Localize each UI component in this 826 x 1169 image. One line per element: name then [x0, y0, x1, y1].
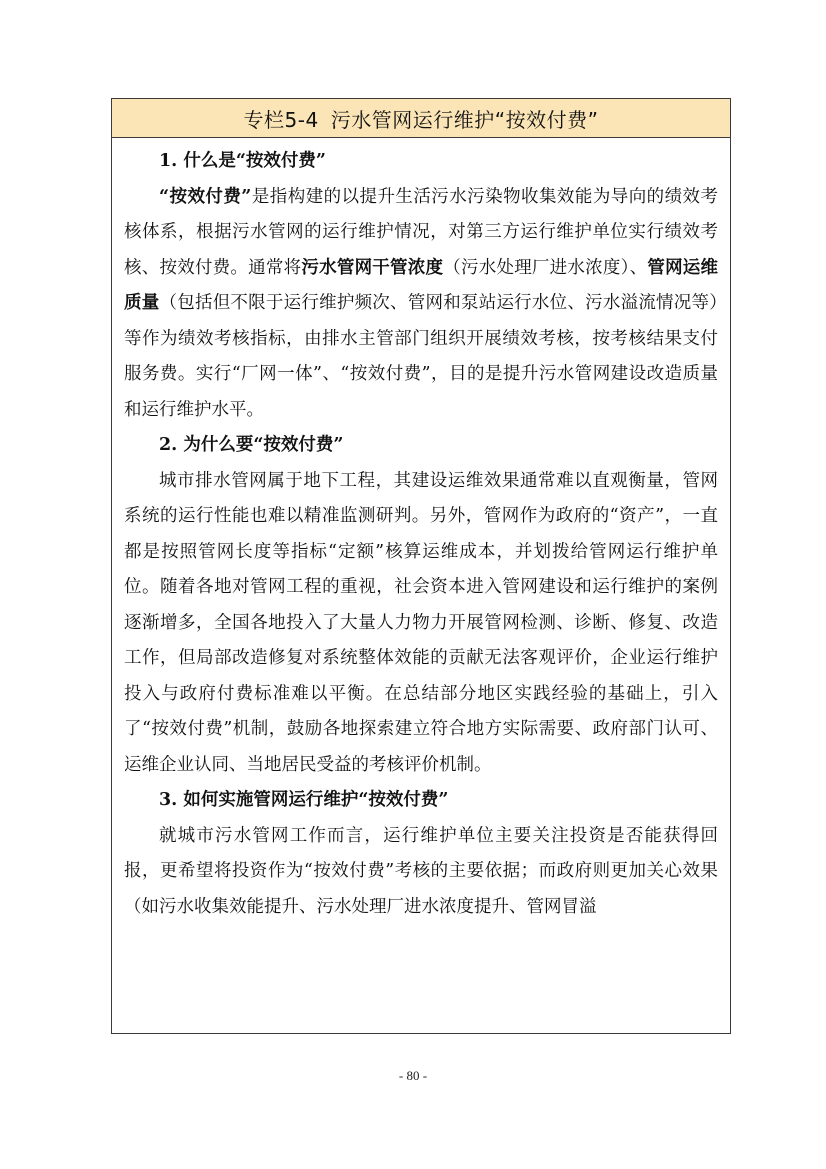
bold-term-main-pipe-concentration: 污水管网干管浓度	[301, 257, 444, 278]
section-heading-1: 1. 什么是“按效付费”	[159, 151, 326, 171]
section-paragraph-1	[124, 180, 718, 429]
text-run: 是指构建的以提升生活污水污染物收集效能为导向的绩效考核体系，根据污水管网的运行维护情况，对第三方运行维护单位实行绩效考核、按效付费。通常将	[124, 186, 718, 278]
box-header	[112, 99, 730, 138]
feature-box	[111, 98, 731, 1034]
section-heading-2: 2. 为什么要“按效付费”	[159, 435, 344, 455]
section-paragraph-2: 城市排水管网属于地下工程，其建设运维效果通常难以直观衡量，管网系统的运行性能也难以精准监测研判。另外，管网作为政府的“资产”，一直都是按照管网长度等指标“定额”核算运维成本，并划拨给管网运行维护单位。随着各地对管网工程的重视，社会资本进入管网建设和运行维护的案例逐渐增多，全国各地投入了大量人力物力开展管网检测、诊断、修复、改造工作，但局部改造修复对系统整体效能的贡献无法客观评价，企业运行维护投入与政府付费标准难以平衡。在总结部分地区实践经验的基础上，引入了“按效付费”机制，鼓励各地探索建立符合地方实际需要、政府部门认可、运维企业认同、当地居民受益的考核评价机制。	[124, 470, 718, 775]
page-number: - 80 -	[398, 1068, 428, 1083]
box-number: 专栏5-4	[243, 107, 319, 132]
box-title: 污水管网运行维护“按效付费”	[330, 107, 599, 132]
bold-term-network-om-quality: 管网运维质量	[124, 257, 719, 313]
section-heading-3: 3. 如何实施管网运行维护“按效付费”	[159, 790, 449, 810]
box-body	[112, 138, 730, 925]
section-paragraph-3: 就城市污水管网工作而言，运行维护单位主要关注投资是否能获得回报，更希望将投资作为“按效付费”考核的主要依据；而政府则更加关心效果（如污水收集效能提升、污水处理厂进水浓度提升、管网冒溢	[124, 825, 718, 917]
text-run: （污水处理厂进水浓度）、	[443, 257, 648, 278]
text-run: （包括但不限于运行维护频次、管网和泵站运行水位、污水溢流情况等）等作为绩效考核指标，由排水主管部门组织开展绩效考核，按考核结果支付服务费。实行“厂网一体”、“按效付费”，目的是提升污水管网建设改造质量和运行维护水平。	[124, 293, 719, 420]
bold-term-pay-by-performance: “按效付费”	[159, 186, 252, 207]
